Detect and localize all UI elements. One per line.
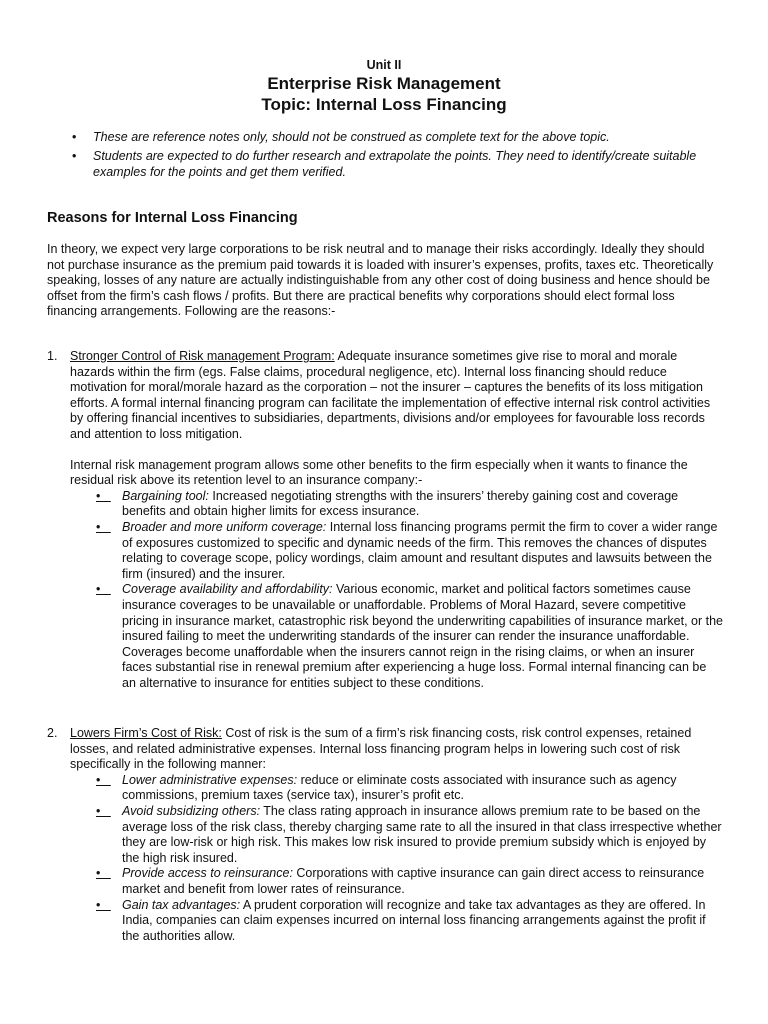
reason-item <box>47 349 723 691</box>
document-title: Enterprise Risk Management <box>267 74 501 93</box>
intro-paragraph: In theory, we expect very large corporations to be risk neutral and to manage their risks accordingly. Ideally they should not purchase insurance as the premium paid towards it is loaded with insurer’s expenses, profits, taxes etc. Theoretically speaking, losses of any nature are actually indistinguishable from any other cost of doing business and hence should be offset from the firm’s cash flows / profits. But there are practical benefits why corporations should elect formal loss financing arrangements. Following are the reasons:- <box>47 242 714 319</box>
bullet-icon: • <box>96 519 111 534</box>
benefit-item: • Provide access to reinsurance: Corporations with captive insurance can gain direct access to reinsurance market and benefit from lower rates of reinsurance. <box>96 866 705 896</box>
bullet-icon: • <box>96 866 111 881</box>
benefit-item: • Avoid subsidizing others: The class rating approach in insurance allows premium rate to be based on the average loss of the risk class, thereby charging same rate to all the insured in that class irrespective whether they are low-risk or high risk. This makes low risk insured to provide premium subsidy which is enjoyed by the high risk insured. <box>96 803 722 865</box>
benefit-item: • Lower administrative expenses: reduce or eliminate costs associated with insurance such as agency commissions, premium taxes (service tax), insurer’s profit etc. <box>96 772 677 803</box>
bullet-icon: • <box>72 130 77 144</box>
benefit-list <box>70 773 723 945</box>
item-heading: Stronger Control of Risk management Program: <box>70 349 335 363</box>
bullet-icon: • <box>96 488 111 503</box>
bullet-icon: • <box>96 803 111 818</box>
item-number: 2. <box>47 726 58 740</box>
document-topic: Topic: Internal Loss Financing <box>261 95 507 114</box>
benefit-list <box>70 489 723 692</box>
item-number: 1. <box>47 349 58 363</box>
reason-item <box>47 726 723 944</box>
note-item: • These are reference notes only, should not be construed as complete text for the above topic. <box>72 130 610 144</box>
unit-label: Unit II <box>366 58 402 72</box>
bullet-icon: • <box>96 772 111 787</box>
benefit-item: • Coverage availability and affordability: Various economic, market and political factors sometimes cause insurance coverages to be unavailable or unaffordable. Problems of Moral Hazard, severe competitive pricing in insurance market, catastrophic risk beyond the underwriting capabilities of insurance market, or the insured failing to meet the underwriting standards of the insurer can render the insurance unaffordable. Coverages become unaffordable when the insurers cannot reign in the rising claims, or when an insurer faces substantial rise in renewal premium after experiencing a huge loss. Formal internal financing can be an alternative to insurance for entities subject to these conditions. <box>96 582 723 690</box>
item-paragraph: Lowers Firm’s Cost of Risk: Cost of risk is the sum of a firm’s risk financing costs, risk control expenses, retained losses, and related administrative expenses. Internal loss financing program helps in lowering such cost of risk specifically in the following manner: <box>70 726 692 772</box>
item-paragraph: Stronger Control of Risk management Program: Adequate insurance sometimes give rise to moral and morale hazards within the firm (egs. False claims, procedural negligence, etc). Internal loss financing should reduce motivation for moral/morale hazard as the corporation – not the insurer – captures the benefits of its loss mitigation efforts. A formal internal financing program can facilitate the implementation of effective internal risk control activities by offering financial incentives to subsidiaries, departments, divisions and/or employees for favourable loss records and attention to loss mitigation. <box>70 349 711 441</box>
item-subparagraph: Internal risk management program allows some other benefits to the firm especially when it wants to finance the residual risk above its retention level to an insurance company:- <box>70 457 688 488</box>
bullet-icon: • <box>96 582 111 597</box>
item-heading: Lowers Firm’s Cost of Risk: <box>70 726 222 740</box>
benefit-item: • Gain tax advantages: A prudent corporation will recognize and take tax advantages as they are offered. In India, companies can claim expenses incurred on internal loss financing arrangements against the profit if the authorities allow. <box>96 897 706 943</box>
reference-notes <box>72 129 722 183</box>
bullet-icon: • <box>96 897 111 912</box>
benefit-item: • Bargaining tool: Increased negotiating strengths with the insurers’ thereby gaining cost and coverage benefits and obtain higher limits for excess insurance. <box>96 488 679 519</box>
benefit-item: • Broader and more uniform coverage: Internal loss financing programs permit the firm to cover a wider range of exposures customized to specific and dynamic needs of the firm. This removes the chances of disputes relating to coverage scope, policy wordings, claim amount and resultant disputes and lawsuits between the firm (insured) and the insurer. <box>96 519 718 581</box>
note-item: • Students are expected to do further research and extrapolate the points. They need to identify/create suitable examples for the points and get them verified. <box>72 149 697 179</box>
bullet-icon: • <box>72 149 77 163</box>
section-heading: Reasons for Internal Loss Financing <box>47 210 298 226</box>
